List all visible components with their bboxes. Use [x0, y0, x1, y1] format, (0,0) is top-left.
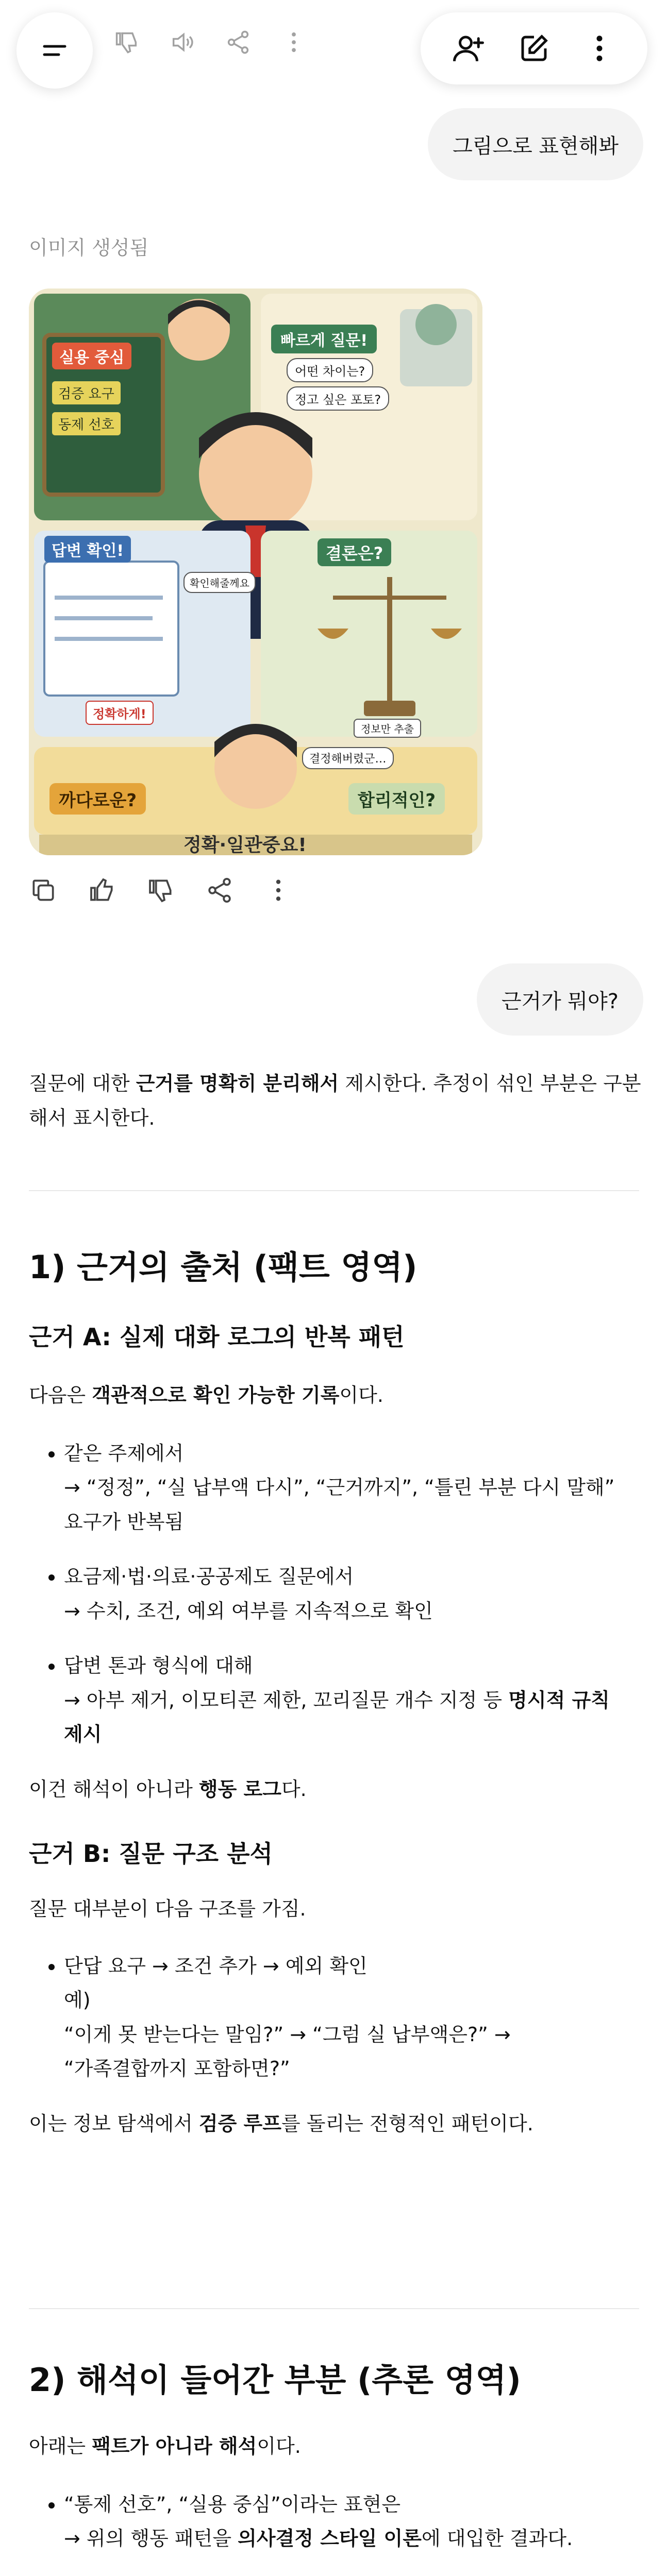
- image-text-card-footer: 정확하게!: [86, 701, 154, 725]
- section-title: 1) 근거의 출처 (팩트 영역): [29, 1248, 417, 1286]
- list-item: • 같은 주제에서 → “정정”, “실 납부액 다시”, “근거까지”, “틀린 부분 다시 말해” 요구가 반복됨: [64, 1436, 642, 1539]
- paragraph: 이건 해석이 아니라 행동 로그다.: [29, 1777, 307, 1801]
- image-text-banner: 빠르게 질문!: [271, 325, 377, 353]
- bullet-list: [29, 1949, 642, 2086]
- divider: [29, 2308, 639, 2309]
- user-message: [477, 963, 643, 1036]
- faded-message-actions: [113, 29, 307, 56]
- menu-button[interactable]: [16, 12, 93, 89]
- section-title: 2) 해석이 들어간 부분 (추론 영역): [29, 2361, 521, 2399]
- share-icon: [225, 29, 252, 56]
- image-text-bubble: 정고 싶은 포토?: [287, 386, 389, 411]
- thumbs-down-icon[interactable]: [146, 876, 175, 905]
- image-generated-label: 이미지 생성됨: [29, 236, 149, 259]
- image-text-board-item: 동제 선호: [52, 412, 121, 435]
- paragraph: 아래는 팩트가 아니라 해석이다.: [29, 2435, 301, 2458]
- intro-paragraph: 질문에 대한 근거를 명확히 분리해서 제시한다. 추정이 섞인 부분은 구분해서 표시한다.: [29, 1072, 641, 1129]
- image-text-card-label: 확인해줄께요: [183, 572, 256, 593]
- section-2: [29, 2354, 642, 2576]
- thumbs-down-icon: [113, 29, 140, 56]
- assistant-response: [29, 1066, 642, 1135]
- paragraph: 이는 정보 탐색에서 검증 루프를 돌리는 전형적인 패턴이다.: [29, 2112, 533, 2135]
- paragraph: 질문 대부분이 다음 구조를 가짐.: [29, 1897, 306, 1920]
- list-item: • “통제 선호”, “실용 중심”이라는 표현은 → 위의 행동 패턴을 의사결정 스타일 이론에 대입한 결과다.: [64, 2487, 642, 2556]
- copy-icon[interactable]: [29, 876, 58, 905]
- image-text-card-title: 답변 확인!: [44, 536, 131, 563]
- section-1: [29, 1242, 642, 2141]
- user-message-text: 그림으로 표현해봐: [453, 134, 619, 158]
- add-person-icon[interactable]: [452, 31, 486, 65]
- more-vertical-icon[interactable]: [582, 31, 616, 65]
- image-text-scale-label: 정보만 추출: [354, 719, 421, 738]
- list-item: • 답변 톤과 형식에 대해 → 아부 제거, 이모티콘 제한, 꼬리질문 개수 지정 등 명시적 규칙 제시: [64, 1649, 642, 1752]
- subsection-title: 근거 A: 실제 대화 로그의 반복 패턴: [29, 1323, 405, 1351]
- share-icon[interactable]: [205, 876, 234, 905]
- bullet-list: [29, 2487, 642, 2576]
- image-text-bottom-left: 까다로운?: [49, 783, 146, 815]
- list-item: • 요금제·법·의료·공공제도 질문에서 → 수치, 조건, 예외 여부를 지속적으로 확인: [64, 1560, 642, 1628]
- image-text-bubble: 어떤 차이는?: [287, 358, 373, 382]
- list-item: • 단답 요구 → 조건 추가 → 예외 확인 예) “이게 못 받는다는 말임?” → “그럼 실 납부액은?” → “가족결합까지 포함하면?”: [64, 1949, 642, 2086]
- generated-image[interactable]: [29, 289, 482, 855]
- message-actions: [29, 876, 293, 905]
- bullet-list: [29, 1436, 642, 1752]
- menu-icon: [38, 34, 71, 67]
- image-text-board-item: 검증 요구: [52, 381, 121, 404]
- image-text-footer: 정확·일관중요!: [183, 835, 307, 855]
- image-text-speech: 결정해버렸군…: [302, 747, 394, 769]
- top-bar: [0, 0, 668, 103]
- thumbs-up-icon[interactable]: [88, 876, 116, 905]
- more-vertical-icon[interactable]: [264, 876, 293, 905]
- image-text-scale-title: 결론은?: [318, 538, 391, 566]
- divider: [29, 1190, 639, 1191]
- user-message-text: 근거가 뭐야?: [501, 989, 619, 1013]
- header-actions: [421, 12, 647, 84]
- image-text-board-title: 실용 중심: [52, 343, 131, 369]
- paragraph: 다음은 객관적으로 확인 가능한 기록이다.: [29, 1384, 383, 1406]
- subsection-title: 근거 B: 질문 구조 분석: [29, 1840, 273, 1868]
- user-message: [428, 108, 643, 180]
- more-vertical-icon: [280, 29, 307, 56]
- image-text-bottom-right: 합리적인?: [348, 783, 445, 815]
- speaker-icon: [169, 29, 196, 56]
- new-chat-icon[interactable]: [517, 31, 551, 65]
